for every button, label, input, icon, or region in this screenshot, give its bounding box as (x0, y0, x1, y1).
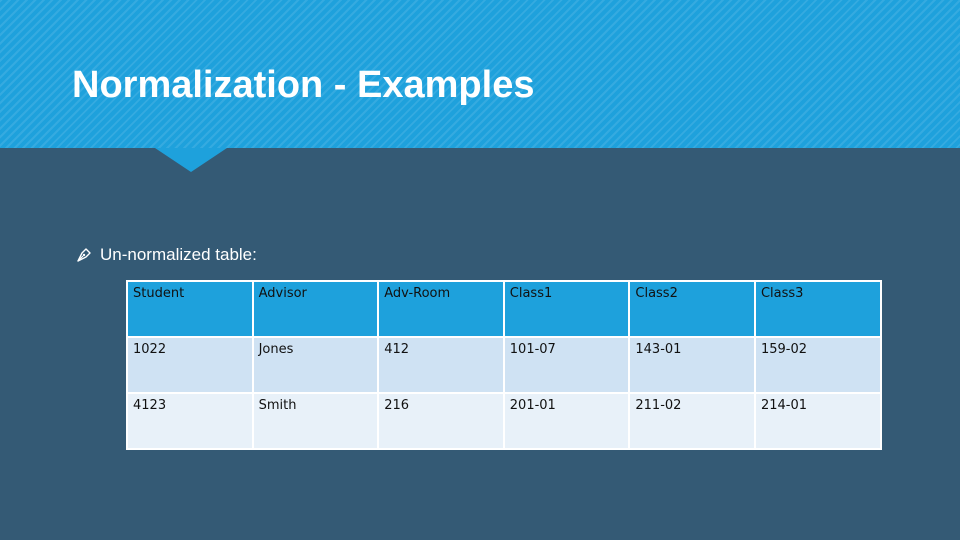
bullet-text: Un-normalized table: (100, 245, 257, 264)
table-row (127, 393, 881, 449)
pen-nib-icon (76, 247, 92, 263)
column-header: Advisor (253, 281, 379, 337)
title-band-notch (155, 148, 227, 172)
column-header: Student (127, 281, 253, 337)
table-cell: 1022 (127, 337, 253, 393)
unnormalized-table-wrap (126, 280, 882, 450)
table-cell: 143-01 (629, 337, 755, 393)
table-cell: 101-07 (504, 337, 630, 393)
table-cell: 201-01 (504, 393, 630, 449)
table-cell: 214-01 (755, 393, 881, 449)
column-header: Class2 (629, 281, 755, 337)
table-cell: 159-02 (755, 337, 881, 393)
table-row (127, 337, 881, 393)
table-cell: Smith (253, 393, 379, 449)
table-header-row (127, 281, 881, 337)
table-cell: 4123 (127, 393, 253, 449)
slide-title: Normalization - Examples (72, 64, 535, 106)
column-header: Adv-Room (378, 281, 504, 337)
table-cell: 412 (378, 337, 504, 393)
table-cell: 211-02 (629, 393, 755, 449)
table-cell: 216 (378, 393, 504, 449)
column-header: Class3 (755, 281, 881, 337)
table-cell: Jones (253, 337, 379, 393)
bullet-item (76, 244, 257, 266)
column-header: Class1 (504, 281, 630, 337)
unnormalized-table (126, 280, 882, 450)
